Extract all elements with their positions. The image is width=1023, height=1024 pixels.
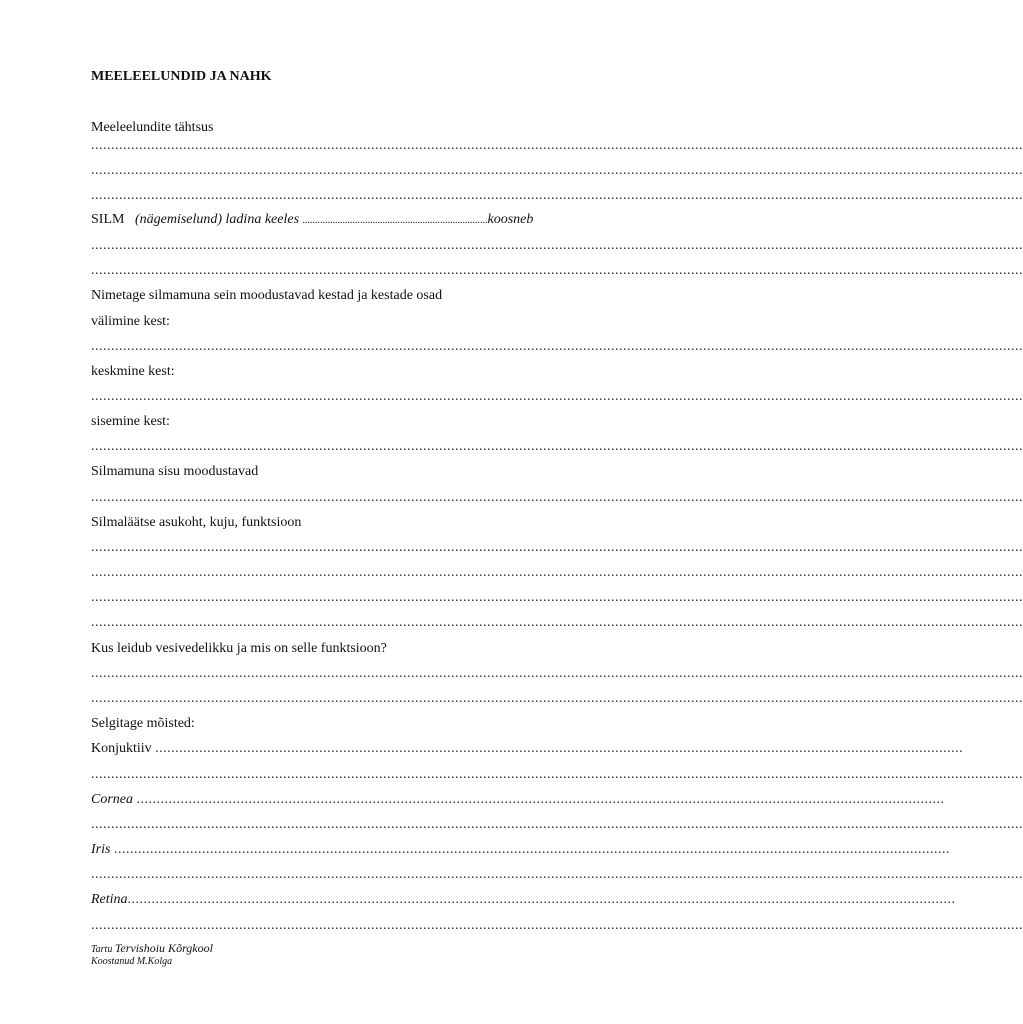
answer-line[interactable]: ......................................................................................................................................................................................................................................... [91, 238, 1023, 253]
outer-layer-label: välimine kest: [91, 314, 170, 329]
eye-line [91, 211, 707, 229]
conjunctiva-line [91, 740, 964, 757]
eye-label: SILM [91, 212, 125, 227]
eye-subtitle: (nägemiselund) ladina keeles [134, 212, 300, 227]
footer-institution [91, 942, 213, 956]
cornea-term: Cornea [91, 792, 133, 807]
answer-line[interactable]: .......................................................................................................................................................................................................... [155, 741, 964, 756]
answer-line[interactable]: ......................................................................................................................................................................................................................................... [91, 767, 1023, 782]
iris-term: Iris [91, 842, 111, 857]
contents-label: Silmamuna sisu moodustavad [91, 464, 259, 479]
eye-consists: koosneb [487, 212, 534, 227]
answer-line[interactable]: ......................................................................................................................................................................................................................................... [91, 867, 1023, 882]
answer-line[interactable]: ......................................................................................................................................................................................................................................... [91, 339, 1023, 354]
footer-school: Tervishoiu Kõrgkool [114, 941, 213, 955]
conjunctiva-term: Konjuktiiv [91, 741, 152, 756]
cornea-line [91, 791, 945, 808]
answer-line[interactable]: ......................................................................................................................................................................................................................................... [91, 590, 1023, 605]
inner-layer-label: sisemine kest: [91, 414, 170, 429]
footer-author: Koostanud M.Kolga [91, 956, 173, 967]
answer-line[interactable]: ......................................................................................................................................................................................................................................... [91, 389, 1023, 404]
answer-line[interactable]: ......................................................................................................................................................................................................................................... [91, 691, 1023, 706]
define-heading: Selgitage mõisted: [91, 716, 195, 731]
retina-term: Retina [91, 892, 128, 907]
middle-layer-label: keskmine kest: [91, 364, 175, 379]
answer-line[interactable]: ................................................................................................................................................................................................................. [113, 842, 950, 857]
answer-line[interactable]: ......................................................................................................................................................................................................................................... [91, 188, 1023, 203]
answer-line[interactable]: ......................................................................................................................................................................................................................................... [91, 263, 1023, 278]
layers-question: Nimetage silmamuna sein moodustavad kestad ja kestade osad [91, 288, 443, 303]
answer-line[interactable]: ......................................................................................................................................................................................................................................... [91, 565, 1023, 580]
footer-city: Tartu [91, 944, 113, 955]
answer-line[interactable]: .......................................................................... [302, 215, 488, 226]
answer-line[interactable]: ......................................................................................................................................................................................................................................... [91, 817, 1023, 832]
iris-line [91, 841, 950, 858]
answer-line[interactable]: ......................................................................................................................................................................................................................................... [91, 540, 1023, 555]
answer-line[interactable]: ......................................................................................................................................................................................................................................... [91, 439, 1023, 454]
aqueous-question: Kus leidub vesivedelikku ja mis on selle funktsioon? [91, 641, 387, 656]
answer-line[interactable]: ......................................................................................................................................................................................................................................... [91, 490, 1023, 505]
answer-line[interactable]: ......................................................................................................................................................................................................................................... [91, 918, 1023, 933]
importance-label: Meeleelundite tähtsus [91, 120, 214, 135]
answer-line[interactable]: ......................................................................................................................................................................................................................................... [91, 666, 1023, 681]
answer-line[interactable]: .......................................................................................................................................................................................................... [136, 792, 945, 807]
answer-line[interactable]: ......................................................................................................................................................................................................................................... [91, 138, 1023, 153]
answer-line[interactable]: ......................................................................................................................................................................................................................................... [91, 615, 1023, 630]
page-title: MEELEELUNDID JA NAHK [91, 69, 272, 84]
answer-line[interactable]: ......................................................................................................................................................................................................................................... [91, 163, 1023, 178]
retina-line [91, 891, 956, 908]
lens-label: Silmaläätse asukoht, kuju, funktsioon [91, 515, 302, 530]
answer-line[interactable]: ............................................................................................................................................................................................................... [127, 892, 956, 907]
